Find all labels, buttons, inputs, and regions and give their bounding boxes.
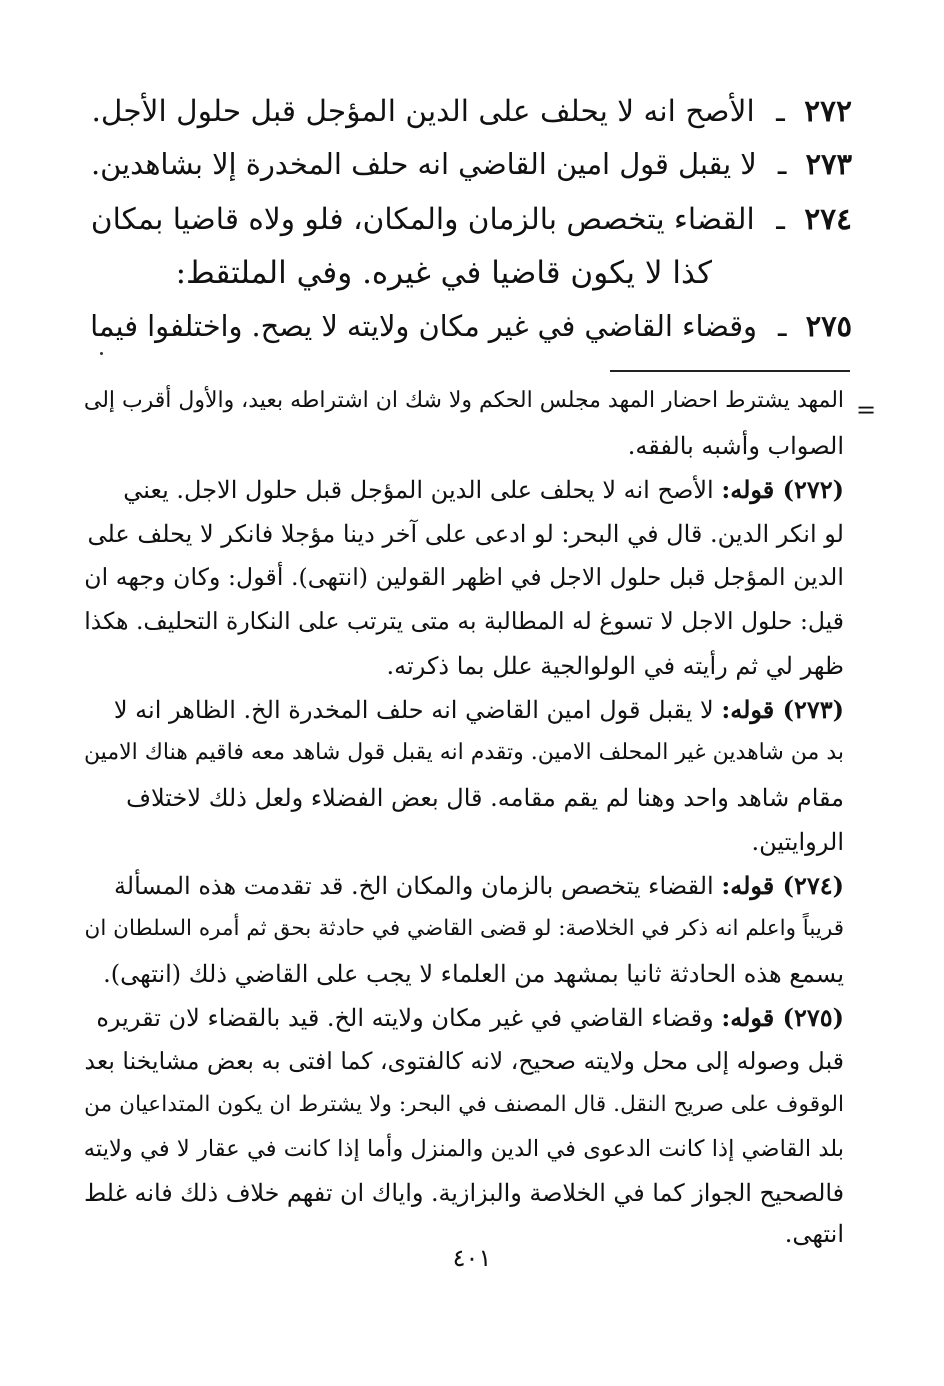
main-text: لا يقبل قول امين القاضي انه حلف المخدرة إلا بشاهدين. (90, 147, 757, 181)
main-line-272 (91, 93, 852, 128)
note-lead: (٢٧٥) قوله: (721, 1003, 844, 1032)
main-text: وقضاء القاضي في غير مكان ولايته لا يصح. واختلفوا فيما (90, 309, 757, 343)
main-text: كذا لا يكون قاضيا في غيره. وفي الملتقط: (175, 255, 712, 291)
note-line: مقام شاهد واحد وهنا لم يقم مقامه. قال بعض الفضلاء ولعل ذلك لاختلاف (126, 784, 844, 812)
note-line: الصواب وأشبه بالفقه. (627, 432, 844, 460)
note-line: لو انكر الدين. قال في البحر: لو ادعى على آخر دينا مؤجلا فانكر لا يحلف على (87, 520, 844, 548)
note-line-273: (٢٧٣) قوله: لا يقبل قول امين القاضي انه حلف المخدرة الخ. الظاهر انه لا (113, 695, 844, 724)
note-line-275: (٢٧٥) قوله: وقضاء القاضي في غير مكان ولايته الخ. قيد بالقضاء لان تقريره (96, 1003, 844, 1032)
note-lead: (٢٧٤) قوله: (721, 871, 844, 900)
note-line: فالصحيح الجواز كما في الخلاصة والبزازية. واياك ان تفهم خلاف ذلك فانه غلط (84, 1179, 844, 1207)
main-line-273 (90, 147, 852, 181)
item-number: ٢٧٣ (805, 147, 852, 181)
item-number: ٢٧٥ (805, 309, 852, 343)
main-line-275 (90, 309, 852, 343)
note-line: قريباً واعلم انه ذكر في الخلاصة: لو قضى القاضي في حادثة بحق ثم أمره السلطان ان (84, 916, 844, 941)
item-dash: ـ (776, 202, 785, 236)
note-line: انتهى. (784, 1220, 844, 1248)
note-line: الوقوف على صريح النقل. قال المصنف في البحر: ولا يشترط ان يكون المتداعيان من (84, 1092, 844, 1117)
note-lead: (٢٧٢) قوله: (721, 475, 844, 504)
item-number: ٢٧٤ (804, 201, 852, 236)
main-text: الأصح انه لا يحلف على الدين المؤجل قبل حلول الأجل. (91, 93, 755, 128)
continuation-mark: = (856, 396, 877, 424)
page-number: ٤٠١ (452, 1244, 492, 1272)
item-dash: ـ (778, 309, 787, 343)
note-line: بد من شاهدين غير المحلف الامين. وتقدم انه يقبل قول شاهد معه فاقيم هناك الامين (83, 740, 844, 765)
main-line-274-cont (175, 255, 712, 291)
note-line: يسمع هذه الحادثة ثانيا بمشهد من العلماء لا يجب على القاضي ذلك (انتهى). (103, 960, 844, 988)
item-number: ٢٧٢ (804, 93, 852, 128)
note-line: قيل: حلول الاجل لا تسوغ له المطالبة به متى يترتب على النكارة التحليف. هكذا (84, 607, 844, 635)
note-line: الدين المؤجل قبل حلول الاجل في اظهر القولين (انتهى). أقول: وكان وجهه ان (84, 563, 844, 591)
note-line-272: (٢٧٢) قوله: الأصح انه لا يحلف على الدين المؤجل قبل حلول الاجل. يعني (123, 475, 844, 504)
ink-speck (100, 352, 103, 355)
footnote-separator (610, 370, 850, 372)
note-line: قبل وصوله إلى محل ولايته صحيح، لانه كالفتوى، كما افتى به بعض مشايخنا بعد (84, 1047, 844, 1075)
note-line: المهد يشترط احضار المهد مجلس الحكم ولا شك ان اشتراطه بعيد، والأول أقرب إلى (83, 388, 844, 413)
main-line-274 (90, 201, 852, 236)
note-line-274: (٢٧٤) قوله: القضاء يتخصص بالزمان والمكان الخ. قد تقدمت هذه المسألة (113, 871, 844, 900)
note-line: الروايتين. (751, 828, 844, 856)
item-dash: ـ (776, 93, 785, 128)
main-text: القضاء يتخصص بالزمان والمكان، فلو ولاه قاضيا بمكان (90, 202, 755, 236)
note-line: ظهر لي ثم رأيته في الولوالجية علل بما ذكرته. (386, 652, 844, 680)
note-line: بلد القاضي إذا كانت الدعوى في الدين والمنزل وأما إذا كانت في عقار لا في ولايته (83, 1136, 844, 1162)
item-dash: ـ (777, 147, 787, 181)
note-lead: (٢٧٣) قوله: (721, 695, 844, 724)
